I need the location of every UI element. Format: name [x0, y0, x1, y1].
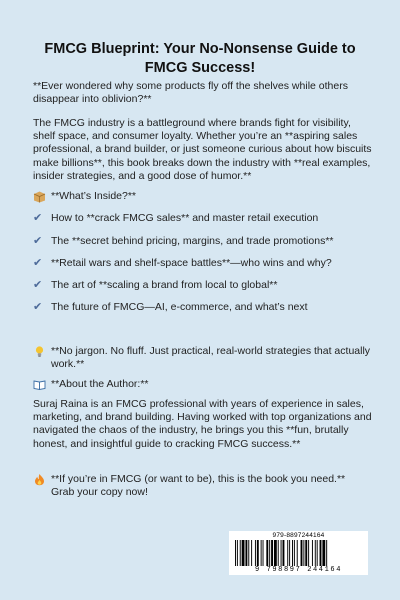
body-paragraph: The FMCG industry is a battleground where brands fight for visibility, shelf space, and consumer loyalty. Whether you’re an **aspiring sales professional, a brand builder, or just someone curious about how biscuits make billions**, this book breaks down the industry with **real examples, insider strategies, and a good dose of humor.**: [33, 117, 372, 182]
cover-title: FMCG Blueprint: Your No-Nonsense Guide to FMCG Success!: [44, 41, 356, 76]
checkmark-icon: ✔: [33, 212, 43, 224]
barcode-bars: [233, 540, 364, 566]
inside-heading: **What’s Inside?**: [51, 190, 137, 202]
checkmark-icon: ✔: [33, 279, 43, 291]
bullet-text: The future of FMCG—AI, e-commerce, and what’s next: [51, 301, 308, 313]
bullet-item: [33, 235, 373, 248]
no-jargon-row: [33, 345, 373, 371]
author-heading-row: [33, 378, 373, 391]
intro-question: **Ever wondered why some products fly off the shelves while others disappear into oblivion?**: [33, 80, 348, 106]
package-icon: [33, 190, 46, 203]
bullet-text: How to **crack FMCG sales** and master retail execution: [51, 212, 319, 224]
inside-heading-row: [33, 190, 373, 203]
bullet-item: [33, 279, 373, 292]
checkmark-icon: ✔: [33, 257, 43, 269]
author-heading: **About the Author:**: [51, 378, 149, 390]
bullet-text: The art of **scaling a brand from local to global**: [51, 279, 278, 291]
bullet-item: [33, 212, 373, 225]
isbn-barcode: [229, 531, 368, 575]
closing-text: **If you’re in FMCG (or want to be), this is the book you need.** Grab your copy now!: [51, 473, 346, 498]
isbn-number: 979-8897244164: [272, 532, 325, 539]
bullet-text: The **secret behind pricing, margins, and trade promotions**: [51, 235, 334, 247]
bullet-item: [33, 257, 373, 270]
checkmark-icon: ✔: [33, 235, 43, 247]
closing-row: [33, 473, 373, 499]
book-icon: [33, 378, 46, 391]
fire-icon: [33, 473, 46, 486]
barcode-digits: 9 798897 244164: [254, 566, 342, 574]
author-bio: Suraj Raina is an FMCG professional with years of experience in sales, marketing, and brand building. Having worked with top organizations and navigated the chaos of the industry, he brings you this **fun, brutally honest, and insightful guide to cracking FMCG success.**: [33, 398, 372, 450]
no-jargon-text: **No jargon. No fluff. Just practical, real-world strategies that actually work.**: [51, 345, 371, 370]
bullet-text: **Retail wars and shelf-space battles**—who wins and why?: [51, 257, 332, 269]
lightbulb-icon: [33, 345, 46, 358]
checkmark-icon: ✔: [33, 301, 43, 313]
bullet-item: [33, 301, 373, 314]
